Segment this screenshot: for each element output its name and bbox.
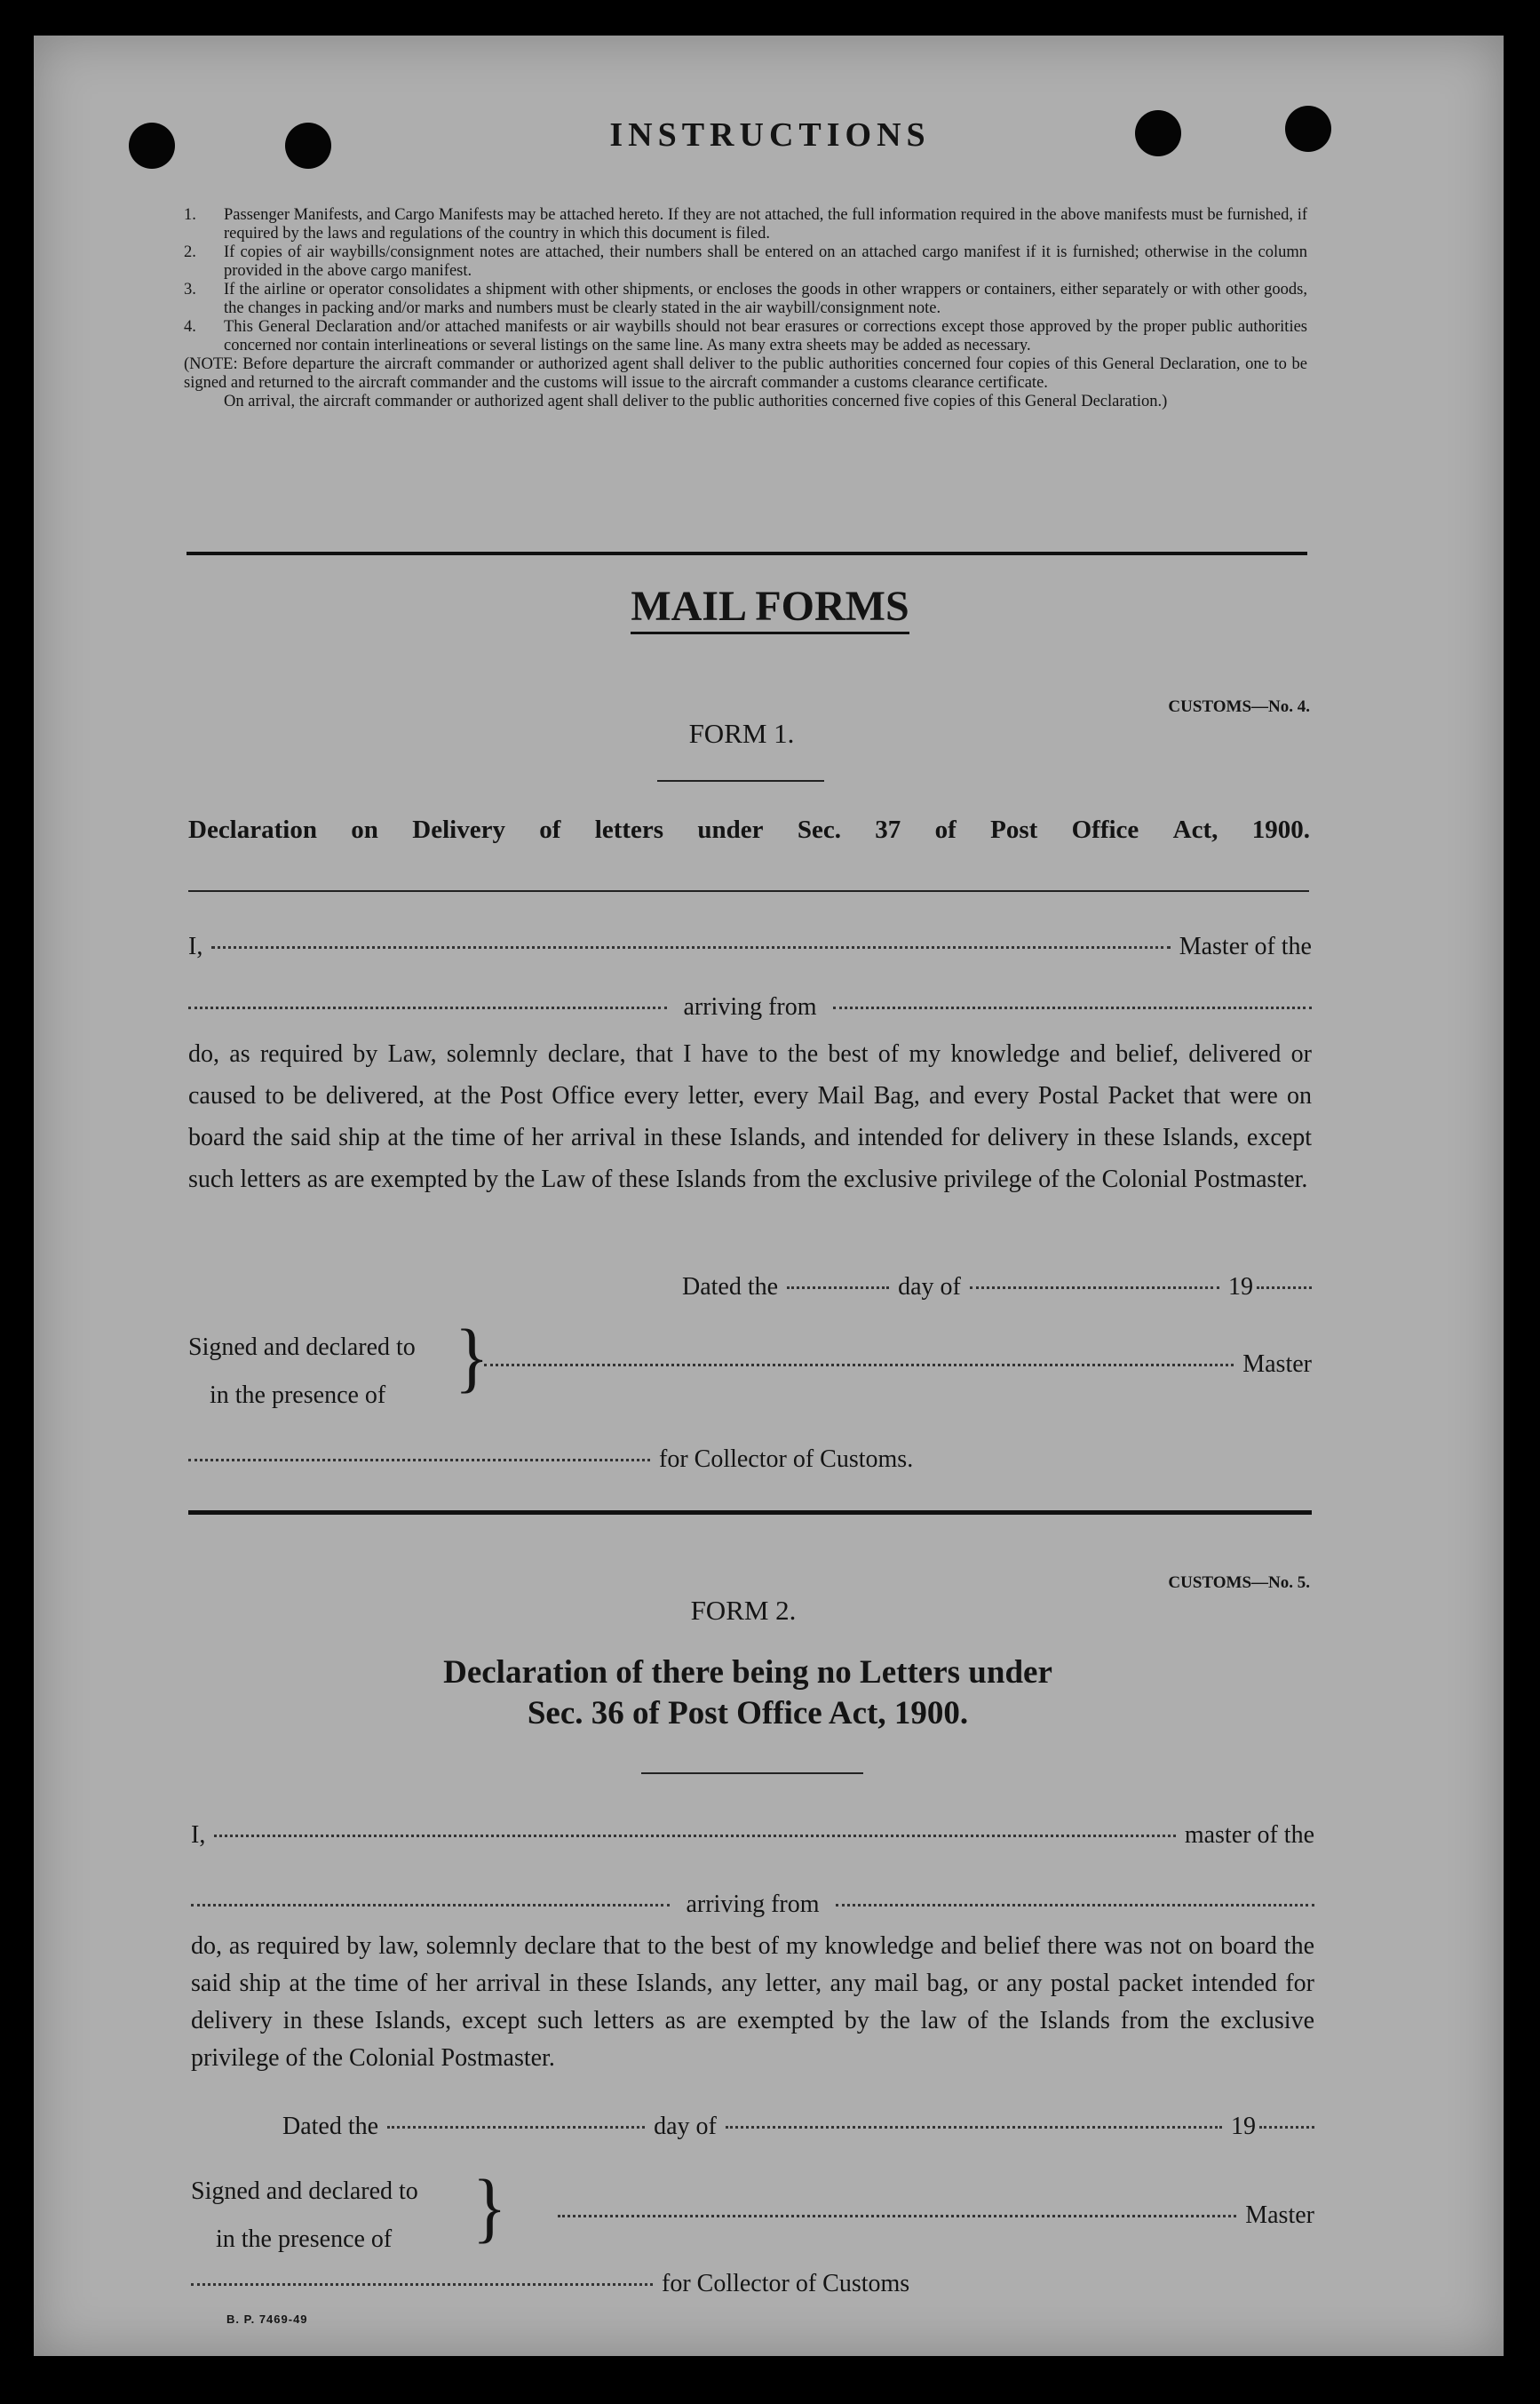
form1-title-rule — [188, 890, 1309, 892]
month-field[interactable] — [726, 2126, 1222, 2129]
instruction-note-arrival: On arrival, the aircraft commander or authorized agent shall deliver to the public authorities concerned five copies of this General Declaration.) — [224, 393, 1168, 410]
form2-date-line: Dated the day of 19 — [282, 2113, 1314, 2141]
arriving-from-field[interactable] — [833, 1007, 1312, 1009]
master-signature-field[interactable] — [484, 1364, 1234, 1366]
day-field[interactable] — [787, 1286, 889, 1289]
collector-signature-field[interactable] — [191, 2283, 653, 2286]
print-code: B. P. 7469-49 — [226, 2312, 308, 2326]
form2-customs-number: CUSTOMS—No. 5. — [1168, 1573, 1310, 1592]
brace-icon: } — [455, 1314, 489, 1401]
form1-signed-block: Signed and declared to in the presence of — [188, 1333, 416, 1409]
form1-heading: FORM 1. — [688, 718, 795, 749]
arriving-from-field[interactable] — [836, 1904, 1314, 1906]
master-name-field[interactable] — [211, 946, 1170, 949]
instructions-list — [184, 206, 1307, 411]
instruction-item: 4. This General Declaration and/or attached manifests or air waybills should not bear erasures or corrections except those approved by the proper public authorities concerned nor contain interlineations or several listings on the same line. As many extra sheets may be added as necessary. — [184, 318, 1307, 354]
form1-declaration-title: Declaration on Delivery of letters under Sec. 37 of Post Office Act, 1900. — [188, 816, 1310, 844]
form2-declaration-title: Declaration of there being no Letters under Sec. 36 of Post Office Act, 1900. — [443, 1654, 1052, 1731]
master-signature-field[interactable] — [558, 2215, 1236, 2217]
brace-icon: } — [472, 2164, 507, 2251]
form1-arriving-line: arriving from — [188, 993, 1312, 1022]
ship-name-field[interactable] — [191, 1904, 670, 1906]
instruction-item: 1. Passenger Manifests, and Cargo Manifests may be attached hereto. If they are not attached, the full information required in the above manifests must be furnished, if required by the laws and regulations of the country in which this document is filed. — [184, 206, 1307, 243]
section-divider — [187, 552, 1307, 555]
month-field[interactable] — [970, 1286, 1219, 1289]
mail-forms-title: MAIL FORMS — [0, 582, 1540, 631]
instruction-item: 2. If copies of air waybills/consignment notes are attached, their numbers shall be entered on an attached cargo manifest if it is furnished; otherwise in the column provided in the above cargo manifest. — [184, 243, 1307, 280]
form-divider — [188, 1510, 1312, 1515]
form2-collector-line: for Collector of Customs — [191, 2270, 919, 2298]
instruction-note: (NOTE: Before departure the aircraft commander or authorized agent shall deliver to the public authorities concerned four copies of this General Declaration, one to be signed and returned to the aircraft commander and the customs will issue to the aircraft commander a customs clearance certificate. — [184, 355, 1307, 392]
form1-name-line: I, Master of the — [188, 933, 1312, 960]
form1-heading-rule — [657, 780, 824, 782]
instruction-item: 3. If the airline or operator consolidates a shipment with other shipments, or encloses the goods in other wrappers or containers, either separately or with other goods, the changes in packing and/or marks and numbers must be clearly stated in the air waybill/consignment note. — [184, 281, 1307, 317]
form1-body-text: do, as required by Law, solemnly declare, that I have to the best of my knowledge and belief, delivered or caused to be delivered, at the Post Office every letter, every Mail Bag, and every Postal Packet that were on board the said ship at the time of her arrival in these Islands, and intended for delivery in these Islands, except such letters as are exempted by the Law of these Islands from the exclusive privilege of the Colonial Postmaster. — [188, 1040, 1312, 1193]
year-field[interactable] — [1259, 2126, 1314, 2129]
form2-heading: FORM 2. — [690, 1595, 797, 1626]
form1-customs-number: CUSTOMS—No. 4. — [1168, 697, 1310, 716]
form1-master-signature-line: Master — [484, 1350, 1312, 1379]
instructions-title: INSTRUCTIONS — [609, 116, 931, 154]
form1-collector-line: for Collector of Customs. — [188, 1445, 970, 1474]
form2-name-line: I, master of the — [191, 1821, 1314, 1849]
form2-title-rule — [641, 1772, 863, 1774]
year-field[interactable] — [1257, 1286, 1312, 1289]
ship-name-field[interactable] — [188, 1007, 667, 1009]
master-name-field[interactable] — [214, 1835, 1176, 1837]
form2-arriving-line: arriving from — [191, 1891, 1314, 1919]
day-field[interactable] — [387, 2126, 645, 2129]
form2-signed-block: Signed and declared to in the presence of — [191, 2177, 418, 2253]
collector-signature-field[interactable] — [188, 1459, 650, 1461]
form1-date-line: Dated the day of 19 — [682, 1273, 1312, 1302]
form2-body-text: do, as required by law, solemnly declare that to the best of my knowledge and belief there was not on board the said ship at the time of her arrival in these Islands, any letter, any mail bag, or any postal packet intended for delivery in these Islands, except such letters as are exempted by the law of the Islands from the exclusive privilege of the Colonial Postmaster. — [191, 1932, 1314, 2072]
form2-master-signature-line: Master — [558, 2201, 1314, 2230]
